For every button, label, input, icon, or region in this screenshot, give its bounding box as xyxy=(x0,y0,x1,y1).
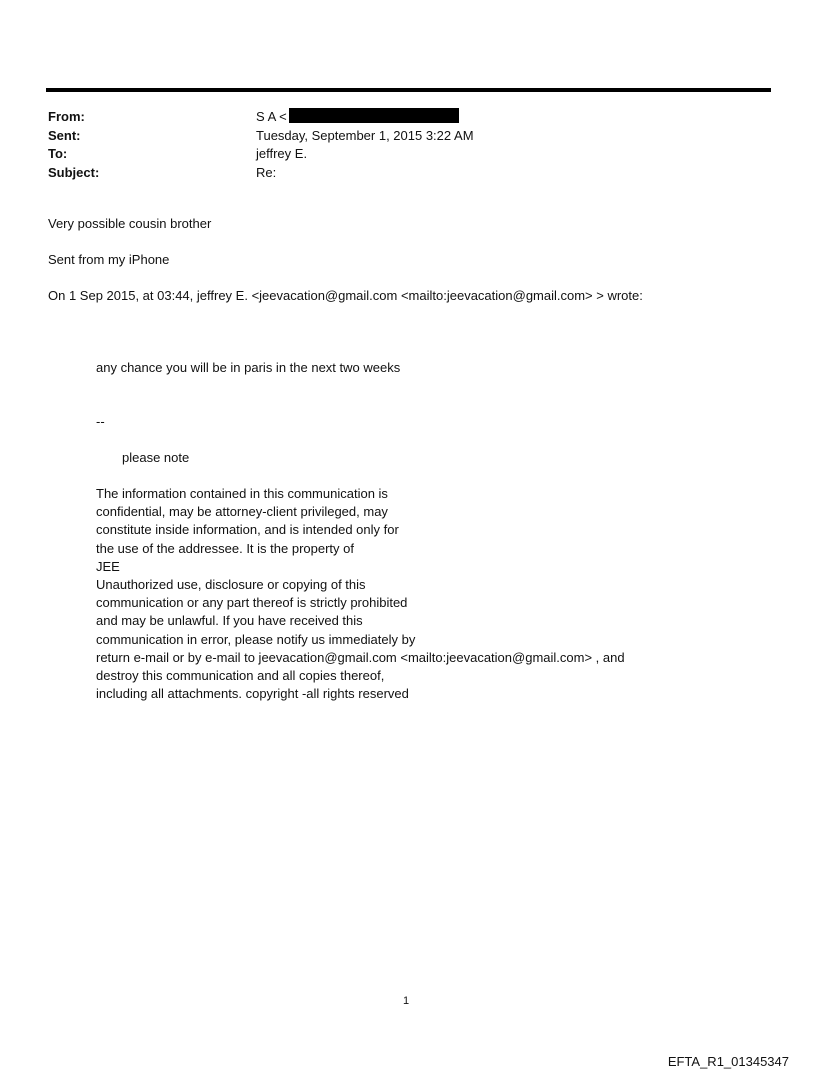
reply-text: Very possible cousin brother xyxy=(48,216,212,231)
sent-value: Tuesday, September 1, 2015 3:22 AM xyxy=(256,127,474,143)
quoted-message: any chance you will be in paris in the next two weeks xyxy=(96,360,401,375)
disclaimer-line: The information contained in this communication is xyxy=(96,486,388,501)
separator: -- xyxy=(96,414,105,429)
disclaimer-line: JEE xyxy=(96,558,120,574)
disclaimer-line: communication in error, please notify us immediately by xyxy=(96,631,416,647)
disclaimer-line: return e-mail or by e-mail to jeevacation@gmail.com <mailto:jeevacation@gmail.com> , and xyxy=(96,649,625,665)
disclaimer-line: and may be unlawful. If you have received this xyxy=(96,613,363,629)
from-value xyxy=(256,108,459,127)
disclaimer-line: including all attachments. copyright -all rights reserved xyxy=(96,686,409,702)
disclaimer-line: confidential, may be attorney-client privileged, may xyxy=(96,504,388,520)
signature-text: Sent from my iPhone xyxy=(48,252,170,267)
subject-label: Subject: xyxy=(48,164,100,180)
disclaimer-line: Unauthorized use, disclosure or copying of this xyxy=(96,577,366,593)
disclaimer-line: the use of the addressee. It is the property of xyxy=(96,540,354,556)
redaction-box xyxy=(289,108,459,123)
sent-label: Sent: xyxy=(48,127,81,143)
quote-intro: On 1 Sep 2015, at 03:44, jeffrey E. <jeevacation@gmail.com <mailto:jeevacation@gmail.com> > wrote: xyxy=(48,288,643,303)
subject-value: Re: xyxy=(256,164,277,180)
header-rule xyxy=(46,88,771,92)
from-label: From: xyxy=(48,109,85,124)
disclaimer-line: destroy this communication and all copies thereof, xyxy=(96,668,385,684)
disclaimer-block xyxy=(96,485,625,703)
to-value: jeffrey E. xyxy=(256,146,308,161)
from-text: S A < xyxy=(256,109,287,124)
disclaimer-line: constitute inside information, and is intended only for xyxy=(96,522,399,538)
page-number: 1 xyxy=(403,995,410,1007)
please-note: please note xyxy=(122,450,190,465)
to-label: To: xyxy=(48,146,68,161)
document-id: EFTA_R1_01345347 xyxy=(667,1054,789,1069)
disclaimer-line: communication or any part thereof is strictly prohibited xyxy=(96,595,408,611)
